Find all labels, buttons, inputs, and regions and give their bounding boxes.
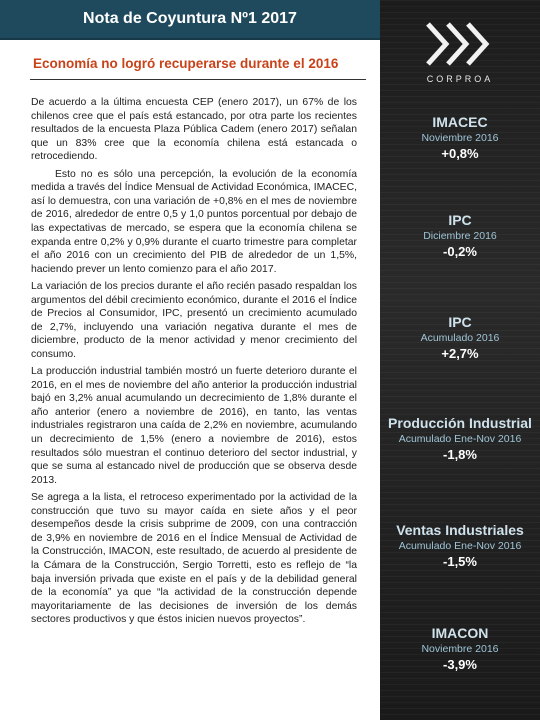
- indicator-name: Producción Industrial: [388, 415, 532, 431]
- indicator-value: -3,9%: [443, 657, 477, 672]
- indicator-name: IMACEC: [432, 114, 488, 130]
- indicator-name: IMACON: [431, 625, 489, 641]
- logo-wordmark: CORPROA: [426, 74, 494, 84]
- article-paragraph-4: La producción industrial también mostró un fuerte deterioro durante el 2016, en el mes de noviembre del año anterior la producción industrial bajó en 3,2% anual acumulando un decrecimiento de 1,8% durante el año anterior (enero a noviembre de 2016), en tanto, las ventas industriales registraron una caída de 2,2% en noviembre, acumulando un decrecimiento de 1,5% (enero a noviembre de 2016), estos resultados sólo muestran el continuo deterioro del sector industrial, y que se suma al estancado nivel de producción que se observa desde 2013.: [31, 366, 357, 486]
- indicator-value: -1,8%: [443, 447, 477, 462]
- article-headline: Economía no logró recuperarse durante el 2016: [33, 56, 339, 71]
- indicator-period: Noviembre 2016: [421, 132, 499, 144]
- article-paragraph-5: Se agrega a la lista, el retroceso experimentado por la actividad de la construcción que tuvo su mayor caída en siete años y el peor desempeños desde la crisis subprime de 2009, con una contracción de 3,9% en noviembre de 2016 en el Índice Mensual de Actividad de la Construcción, IMACON, este resultado, de acuerdo al presidente de la Cámara de la Construcción, Sergio Torretti, esto es reflejo de “la baja inversión privada que existe en el país y de la debilidad general de la economía” ya que “la actividad de la construcción depende mayoritariamente de las decisiones de inversión de los demás sectores productivos y que éstos inicien nuevos proyectos”.: [31, 492, 357, 626]
- indicator-name: Ventas Industriales: [396, 522, 524, 538]
- indicator-imacon: [380, 625, 540, 672]
- report-header: [0, 0, 380, 40]
- indicator-period: Diciembre 2016: [423, 230, 497, 242]
- indicator-period: Acumulado 2016: [420, 332, 500, 344]
- indicator-ventas-industriales: [380, 522, 540, 569]
- indicator-period: Acumulado Ene-Nov 2016: [398, 433, 522, 445]
- indicator-value: -1,5%: [443, 554, 477, 569]
- indicator-value: +2,7%: [441, 346, 479, 361]
- corproa-logo-icon: [422, 18, 498, 70]
- article-paragraph-2: Esto no es sólo una percepción, la evolución de la economía medida a través del Índice Mensual de Actividad Económica, IMACEC, así lo demuestra, con una variación de +0,8% en el mes de noviembre de 2016, alrededor de entre 0,5 y 1,0 puntos porcentual por debajo de las expectativas de mercado, se espera que la economía chilena se expanda entre 0,2% y 0,9% durante el cuarto trimestre para completar el año 2016 con un crecimiento del PIB de alrededor de un 1,5%, haciendo prever un lento comienzo para el año 2017.: [31, 168, 357, 275]
- indicator-name: IPC: [448, 212, 472, 228]
- article-paragraph-1: De acuerdo a la última encuesta CEP (enero 2017), un 67% de los chilenos cree que el país está estancado, por otra parte los recientes resultados de la encuesta Plaza Pública Cadem (enero 2017) señalan que un 83% cree que la economía chilena está estancada o retrocediendo.: [31, 97, 357, 163]
- indicator-value: +0,8%: [441, 146, 479, 161]
- corproa-logo: [418, 18, 502, 88]
- article-body: [31, 96, 357, 631]
- indicators-sidebar: [380, 0, 540, 720]
- indicator-period: Noviembre 2016: [421, 643, 499, 655]
- indicator-ipc-acumulado: [380, 314, 540, 361]
- indicator-produccion-industrial: [380, 415, 540, 462]
- indicator-name: IPC: [448, 314, 472, 330]
- report-title: Nota de Coyuntura Nº1 2017: [83, 10, 297, 27]
- indicator-ipc-diciembre: [380, 212, 540, 259]
- article-paragraph-3: La variación de los precios durante el año recién pasado respaldan los argumentos del débil crecimiento económico, durante el 2016 el Índice de Precios al Consumidor, IPC, presentó un crecimiento acumulado de 2,7%, incluyendo una variación negativa durante el mes de diciembre, producto de la menor actividad y menor crecimiento del consumo.: [31, 280, 357, 360]
- indicator-value: -0,2%: [443, 244, 477, 259]
- indicator-imacec: [380, 114, 540, 161]
- headline-divider: [30, 79, 366, 80]
- indicator-period: Acumulado Ene-Nov 2016: [398, 540, 522, 552]
